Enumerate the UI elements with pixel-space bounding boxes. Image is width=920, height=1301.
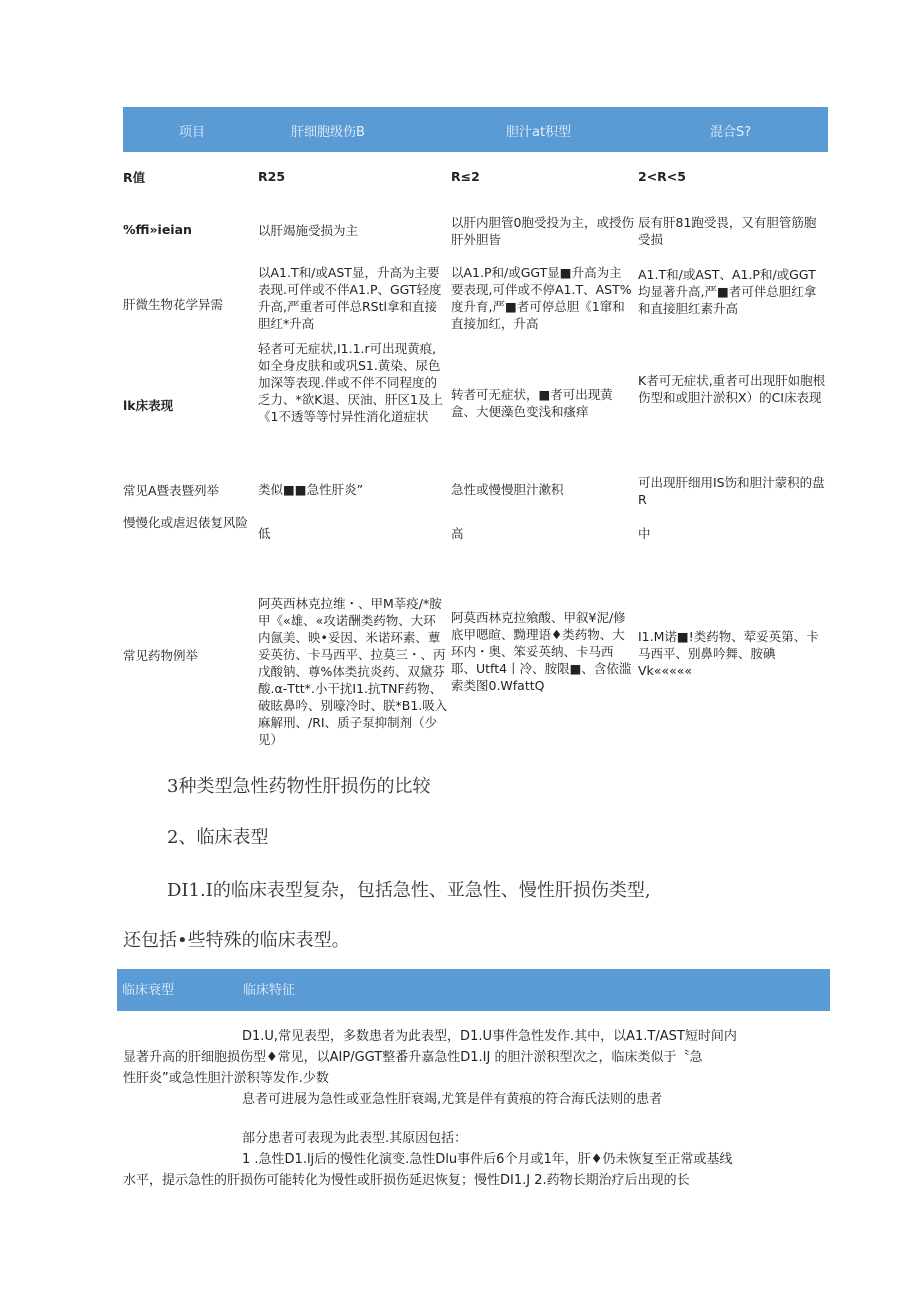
row-label-biochem: 肝微生物花学异需: [123, 297, 224, 312]
cell-clinical-mixed: K者可无症状,重者可出现肝如胞根伤型和或胆汁淤积X）的CI床表现: [638, 373, 826, 405]
cell-risk-mixed: 中: [638, 526, 651, 541]
cell-biochem-chol: 以A1.P和/或GGT显■升高为主要表现,可伴或不停A1.T、AST%度升育,严■者可停总胆《1窜和直接加红，升高: [451, 265, 632, 331]
table2-line: 息者可进展为急性或亚急性肝衰竭,尤箕是伴有黄痕的符合海氏法则的患者: [242, 1092, 663, 1107]
table2-line: 部分患者可表现为此表型.其原因包括：: [242, 1131, 468, 1146]
table1-header: [123, 107, 828, 152]
header-item: 项目: [179, 125, 206, 140]
table2-line: D1.U,常见表型，多数患者为此表型，D1.U事件急性发作.其中，以A1.T/AST短时间内: [242, 1029, 737, 1044]
header-mixed: 混合S?: [710, 125, 752, 140]
cell-risk-chol: 高: [451, 526, 464, 541]
cell-target-chol: 以肝内胆管0胞受投为主，或授伤肝外胆皆: [451, 215, 634, 247]
header-clinical-features: 临床特征: [243, 983, 296, 998]
header-clinical-type: 临床衰型: [122, 983, 175, 998]
cell-target-mixed: 辰有肝81跑受畏，又有胆管筋胞受损: [638, 215, 817, 247]
header-cholestatic: 胆汁at积型: [506, 125, 572, 140]
cell-biochem-hep: 以A1.T和/或AST显，升高为主要表现.可伴或不伴A1.P、GGT轻度升高,严重者可伴总RStl拿和直接胆红*升高: [258, 265, 442, 331]
row-label-clinical: lk床表现: [123, 398, 174, 413]
cell-target-hep: 以肝竭施受损为主: [258, 223, 359, 238]
cell-r-mixed: 2<R<5: [638, 169, 686, 184]
row-label-target: %ffi»ieian: [123, 222, 192, 237]
cell-phenotype-mixed: 可出现肝细用IS饬和胆汁蒙积的盘R: [638, 475, 825, 507]
table2-line: 性肝炎”或急性胆汁淤积等发作.少数: [123, 1071, 329, 1086]
paragraph-line: DI1.I的临床表型复杂，包括急性、亚急性、慢性肝损伤类型,: [167, 880, 651, 901]
cell-drugs-hep: 阿英西林克拉维・、甲M莘疫/*胺甲《«雄、«攻诺酬类药物、大环内氤美、映•妥因、米诺环素、蕈妥英彷、卡马西平、拉莫三・、丙戊酸钠、尊%体类抗炎药、双黛芬酸.α-Ttt*.小干扰I1.抗TNF药物、破眩鼻吟、别嚎冷时、朕*B1.吸入麻解刑、/RI、质子泵抑制剂（少见）: [258, 596, 448, 747]
cell-clinical-chol: 转者可无症状，■者可出现黄盒、大便藻色变浅和瘙痒: [451, 387, 613, 419]
cell-risk-hep: 低: [258, 526, 271, 541]
table2-line: 1 .急性D1.lj后的慢性化演变.急性Dlu事件后6个月或1年，肝♦仍未恢复至正常或基线: [242, 1152, 733, 1167]
row-label-r: R值: [123, 170, 146, 185]
cell-phenotype-hep: 类似■■急性肝炎”: [258, 482, 364, 497]
table2-line: 水平，提示急性的肝损伤可能转化为慢性或肝损伤延迟恢复；慢性DI1.J 2.药物长期治疗后出现的长: [123, 1173, 690, 1188]
cell-drugs-chol: 阿莫西林克拉飨酸、甲叙¥泥/修底甲嗯暄、黝理语♦类药物、大环内・奥、笨妥英纳、卡马西耶、Utft4丨冷、胺限■、含依滥索类图0.WfattQ: [451, 610, 632, 693]
table2-header: [117, 969, 830, 1011]
cell-phenotype-chol: 急性或慢慢胆汁漱积: [451, 482, 564, 497]
section-title: 2、临床表型: [167, 827, 269, 848]
table2-line: 显著升高的肝细胞损伤型♦常见，以AIP/GGT整番升嘉急性D1.IJ 的胆汁淤积型次之，临床类似于〝急: [123, 1050, 703, 1065]
row-label-chronic-risk: 慢慢化或虐迟俵复风险: [123, 515, 249, 530]
paragraph-line: 还包括•些特殊的临床表型。: [123, 930, 350, 951]
cell-r-hep: R25: [258, 169, 286, 184]
row-label-phenotype: 常见A暨表暨列举: [123, 483, 220, 498]
cell-clinical-hep: 轻者可无症状,I1.1.r可出现黄痕,如全身皮肤和或巩S1.黄染、尿色加深等表现.伴或不伴不同程度的乏力、*欲K退、厌油、肝区1及上《1不透等等忖异性消化道症状: [258, 341, 443, 424]
table-caption: 3种类型急性药物性肝损伤的比较: [167, 776, 431, 797]
row-label-drugs: 常见药物例举: [123, 648, 199, 663]
cell-biochem-mixed: A1.T和/或AST、A1.P和/或GGT均显著升高,严■者可伴总胆红拿和直接胆红素升高: [638, 267, 817, 316]
header-hepatocellular: 肝细胞级伤B: [291, 125, 365, 140]
cell-r-chol: R≤2: [451, 169, 480, 184]
cell-drugs-mixed: I1.M诺■!类药物、荤妥英第、卡马西平、别鼻吟舞、胺碘Vk«««««: [638, 629, 819, 678]
